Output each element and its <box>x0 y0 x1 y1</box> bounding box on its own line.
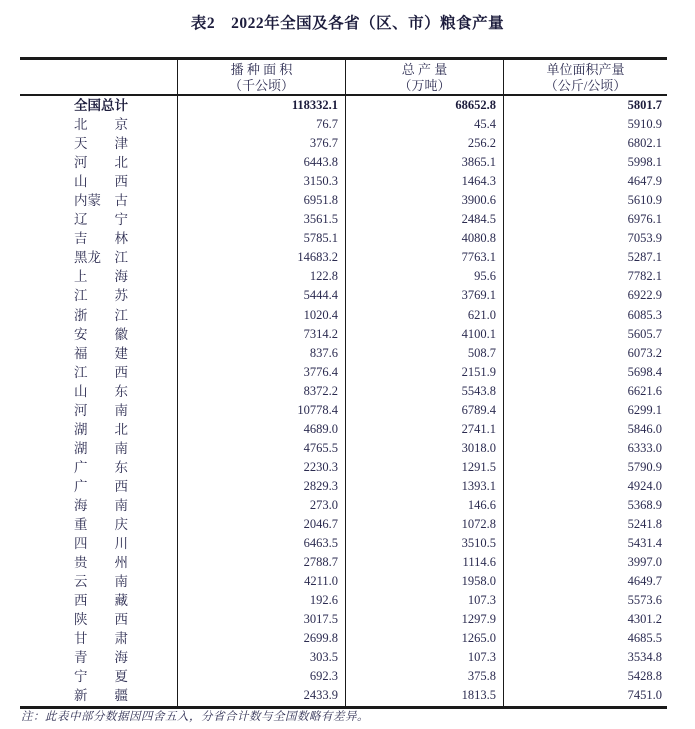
output-value: 1958.0 <box>345 572 503 591</box>
yield-value: 5368.9 <box>503 496 667 515</box>
table-row <box>20 172 667 191</box>
output-value: 1813.5 <box>345 686 503 705</box>
header-sown-area-unit: （千公顷） <box>228 78 294 93</box>
sown-area-value: 2230.3 <box>177 458 345 477</box>
province-name: 陕 西 <box>74 612 128 628</box>
sown-area-value: 6951.8 <box>177 191 345 210</box>
province-name: 西 藏 <box>74 593 128 609</box>
table-row <box>20 553 667 572</box>
sown-area-value: 192.6 <box>177 591 345 610</box>
province-name: 贵 州 <box>74 555 128 571</box>
table-row <box>20 667 667 686</box>
province-name: 黑龙 江 <box>74 250 128 266</box>
table-row <box>20 248 667 267</box>
table-row <box>20 134 667 153</box>
yield-value: 5431.4 <box>503 534 667 553</box>
sown-area-value: 7314.2 <box>177 325 345 344</box>
output-value: 3769.1 <box>345 286 503 305</box>
yield-value: 4924.0 <box>503 477 667 496</box>
province-name: 河 北 <box>74 155 128 171</box>
sown-area-value: 2829.3 <box>177 477 345 496</box>
output-value: 1297.9 <box>345 610 503 629</box>
output-value: 107.3 <box>345 648 503 667</box>
province-name: 北 京 <box>74 117 128 133</box>
yield-value: 5698.4 <box>503 363 667 382</box>
yield-value: 6299.1 <box>503 401 667 420</box>
output-value: 3900.6 <box>345 191 503 210</box>
province-name: 江 西 <box>74 364 128 380</box>
output-value: 3018.0 <box>345 439 503 458</box>
table-row <box>20 382 667 401</box>
header-sown-area-title: 播 种 面 积 <box>230 62 293 77</box>
sown-area-value: 376.7 <box>177 134 345 153</box>
output-value: 1393.1 <box>345 477 503 496</box>
yield-value: 7053.9 <box>503 229 667 248</box>
yield-value: 5605.7 <box>503 325 667 344</box>
output-value: 4100.1 <box>345 325 503 344</box>
output-value: 1291.5 <box>345 458 503 477</box>
province-name: 内蒙 古 <box>74 193 128 209</box>
yield-value: 7451.0 <box>503 686 667 705</box>
sown-area-value: 6443.8 <box>177 153 345 172</box>
output-value: 45.4 <box>345 115 503 134</box>
sown-area-value: 4765.5 <box>177 439 345 458</box>
province-name: 广 东 <box>74 459 128 475</box>
yield-value: 4685.5 <box>503 629 667 648</box>
footnote: 注：此表中部分数据因四舍五入，分省合计数与全国数略有差异。 <box>21 711 369 723</box>
province-name: 安 徽 <box>74 326 128 342</box>
table-row <box>20 629 667 648</box>
header-total-output <box>345 60 503 94</box>
output-value: 5543.8 <box>345 382 503 401</box>
table-row <box>20 648 667 667</box>
table-row <box>20 153 667 172</box>
province-name: 新 疆 <box>74 688 128 704</box>
sown-area-value: 4689.0 <box>177 420 345 439</box>
table-row <box>20 115 667 134</box>
yield-value: 3534.8 <box>503 648 667 667</box>
province-name: 青 海 <box>74 650 128 666</box>
header-province-empty <box>20 60 177 94</box>
yield-value: 4301.2 <box>503 610 667 629</box>
table-header-row <box>20 60 667 96</box>
yield-value: 6073.2 <box>503 344 667 363</box>
table-row <box>20 267 667 286</box>
output-value: 68652.8 <box>345 96 503 115</box>
sown-area-value: 3776.4 <box>177 363 345 382</box>
output-value: 375.8 <box>345 667 503 686</box>
sown-area-value: 2046.7 <box>177 515 345 534</box>
output-value: 1114.6 <box>345 553 503 572</box>
province-name: 上 海 <box>74 269 128 285</box>
province-name: 四 川 <box>74 536 128 552</box>
yield-value: 4649.7 <box>503 572 667 591</box>
yield-value: 5801.7 <box>503 96 667 115</box>
yield-value: 5287.1 <box>503 248 667 267</box>
sown-area-value: 837.6 <box>177 344 345 363</box>
province-name: 宁 夏 <box>74 669 128 685</box>
table-row <box>20 534 667 553</box>
header-unit-yield-unit: （公斤/公顷） <box>544 78 627 93</box>
sown-area-value: 692.3 <box>177 667 345 686</box>
yield-value: 5241.8 <box>503 515 667 534</box>
sown-area-value: 14683.2 <box>177 248 345 267</box>
table-row <box>20 686 667 705</box>
grain-production-table <box>20 57 667 709</box>
province-name: 江 苏 <box>74 288 128 304</box>
province-name: 重 庆 <box>74 517 128 533</box>
sown-area-value: 5444.4 <box>177 286 345 305</box>
yield-value: 5610.9 <box>503 191 667 210</box>
sown-area-value: 303.5 <box>177 648 345 667</box>
yield-value: 6085.3 <box>503 306 667 325</box>
table-body <box>20 96 667 706</box>
sown-area-value: 76.7 <box>177 115 345 134</box>
province-name: 河 南 <box>74 402 128 418</box>
yield-value: 5846.0 <box>503 420 667 439</box>
province-name: 全国总计 <box>74 98 128 113</box>
table-row <box>20 458 667 477</box>
header-unit-yield <box>503 60 667 94</box>
table-row <box>20 591 667 610</box>
province-name: 湖 南 <box>74 440 128 456</box>
table-row <box>20 344 667 363</box>
table-row <box>20 496 667 515</box>
yield-value: 6333.0 <box>503 439 667 458</box>
table-row <box>20 401 667 420</box>
province-name: 湖 北 <box>74 421 128 437</box>
table-row <box>20 229 667 248</box>
province-name: 山 西 <box>74 174 128 190</box>
output-value: 95.6 <box>345 267 503 286</box>
province-name: 辽 宁 <box>74 212 128 228</box>
output-value: 6789.4 <box>345 401 503 420</box>
province-name: 广 西 <box>74 478 128 494</box>
output-value: 3865.1 <box>345 153 503 172</box>
table-row <box>20 572 667 591</box>
table-row <box>20 325 667 344</box>
table-title: 表2 2022年全国及各省（区、市）粮食产量 <box>190 15 505 32</box>
table-row <box>20 420 667 439</box>
output-value: 4080.8 <box>345 229 503 248</box>
yield-value: 6802.1 <box>503 134 667 153</box>
table-row <box>20 610 667 629</box>
sown-area-value: 2433.9 <box>177 686 345 705</box>
table-row <box>20 286 667 305</box>
header-total-output-unit: （万吨） <box>398 78 451 93</box>
national-total-row <box>20 96 667 115</box>
table-row <box>20 191 667 210</box>
output-value: 3510.5 <box>345 534 503 553</box>
output-value: 2484.5 <box>345 210 503 229</box>
table-row <box>20 477 667 496</box>
sown-area-value: 1020.4 <box>177 306 345 325</box>
header-unit-yield-title: 单位面积产量 <box>546 62 625 77</box>
sown-area-value: 6463.5 <box>177 534 345 553</box>
province-name: 福 建 <box>74 345 128 361</box>
sown-area-value: 5785.1 <box>177 229 345 248</box>
table-row <box>20 439 667 458</box>
province-name: 天 津 <box>74 136 128 152</box>
output-value: 107.3 <box>345 591 503 610</box>
province-name: 浙 江 <box>74 307 128 323</box>
sown-area-value: 10778.4 <box>177 401 345 420</box>
output-value: 2151.9 <box>345 363 503 382</box>
yield-value: 5573.6 <box>503 591 667 610</box>
yield-value: 5428.8 <box>503 667 667 686</box>
yield-value: 6922.9 <box>503 286 667 305</box>
yield-value: 6621.6 <box>503 382 667 401</box>
output-value: 1265.0 <box>345 629 503 648</box>
table-row <box>20 306 667 325</box>
output-value: 2741.1 <box>345 420 503 439</box>
output-value: 256.2 <box>345 134 503 153</box>
sown-area-value: 273.0 <box>177 496 345 515</box>
yield-value: 3997.0 <box>503 553 667 572</box>
output-value: 1464.3 <box>345 172 503 191</box>
output-value: 7763.1 <box>345 248 503 267</box>
yield-value: 6976.1 <box>503 210 667 229</box>
sown-area-value: 2788.7 <box>177 553 345 572</box>
sown-area-value: 118332.1 <box>177 96 345 115</box>
yield-value: 5790.9 <box>503 458 667 477</box>
sown-area-value: 3150.3 <box>177 172 345 191</box>
sown-area-value: 122.8 <box>177 267 345 286</box>
yield-value: 5910.9 <box>503 115 667 134</box>
output-value: 146.6 <box>345 496 503 515</box>
sown-area-value: 8372.2 <box>177 382 345 401</box>
province-name: 云 南 <box>74 574 128 590</box>
province-name: 山 东 <box>74 383 128 399</box>
output-value: 508.7 <box>345 344 503 363</box>
sown-area-value: 3017.5 <box>177 610 345 629</box>
sown-area-value: 3561.5 <box>177 210 345 229</box>
province-name: 吉 林 <box>74 231 128 247</box>
header-sown-area <box>177 60 345 94</box>
output-value: 1072.8 <box>345 515 503 534</box>
sown-area-value: 4211.0 <box>177 572 345 591</box>
header-total-output-title: 总 产 量 <box>401 62 448 77</box>
yield-value: 5998.1 <box>503 153 667 172</box>
province-name: 甘 肃 <box>74 631 128 647</box>
table-row <box>20 210 667 229</box>
output-value: 621.0 <box>345 306 503 325</box>
table-row <box>20 515 667 534</box>
province-name: 海 南 <box>74 497 128 513</box>
yield-value: 4647.9 <box>503 172 667 191</box>
sown-area-value: 2699.8 <box>177 629 345 648</box>
table-row <box>20 363 667 382</box>
yield-value: 7782.1 <box>503 267 667 286</box>
